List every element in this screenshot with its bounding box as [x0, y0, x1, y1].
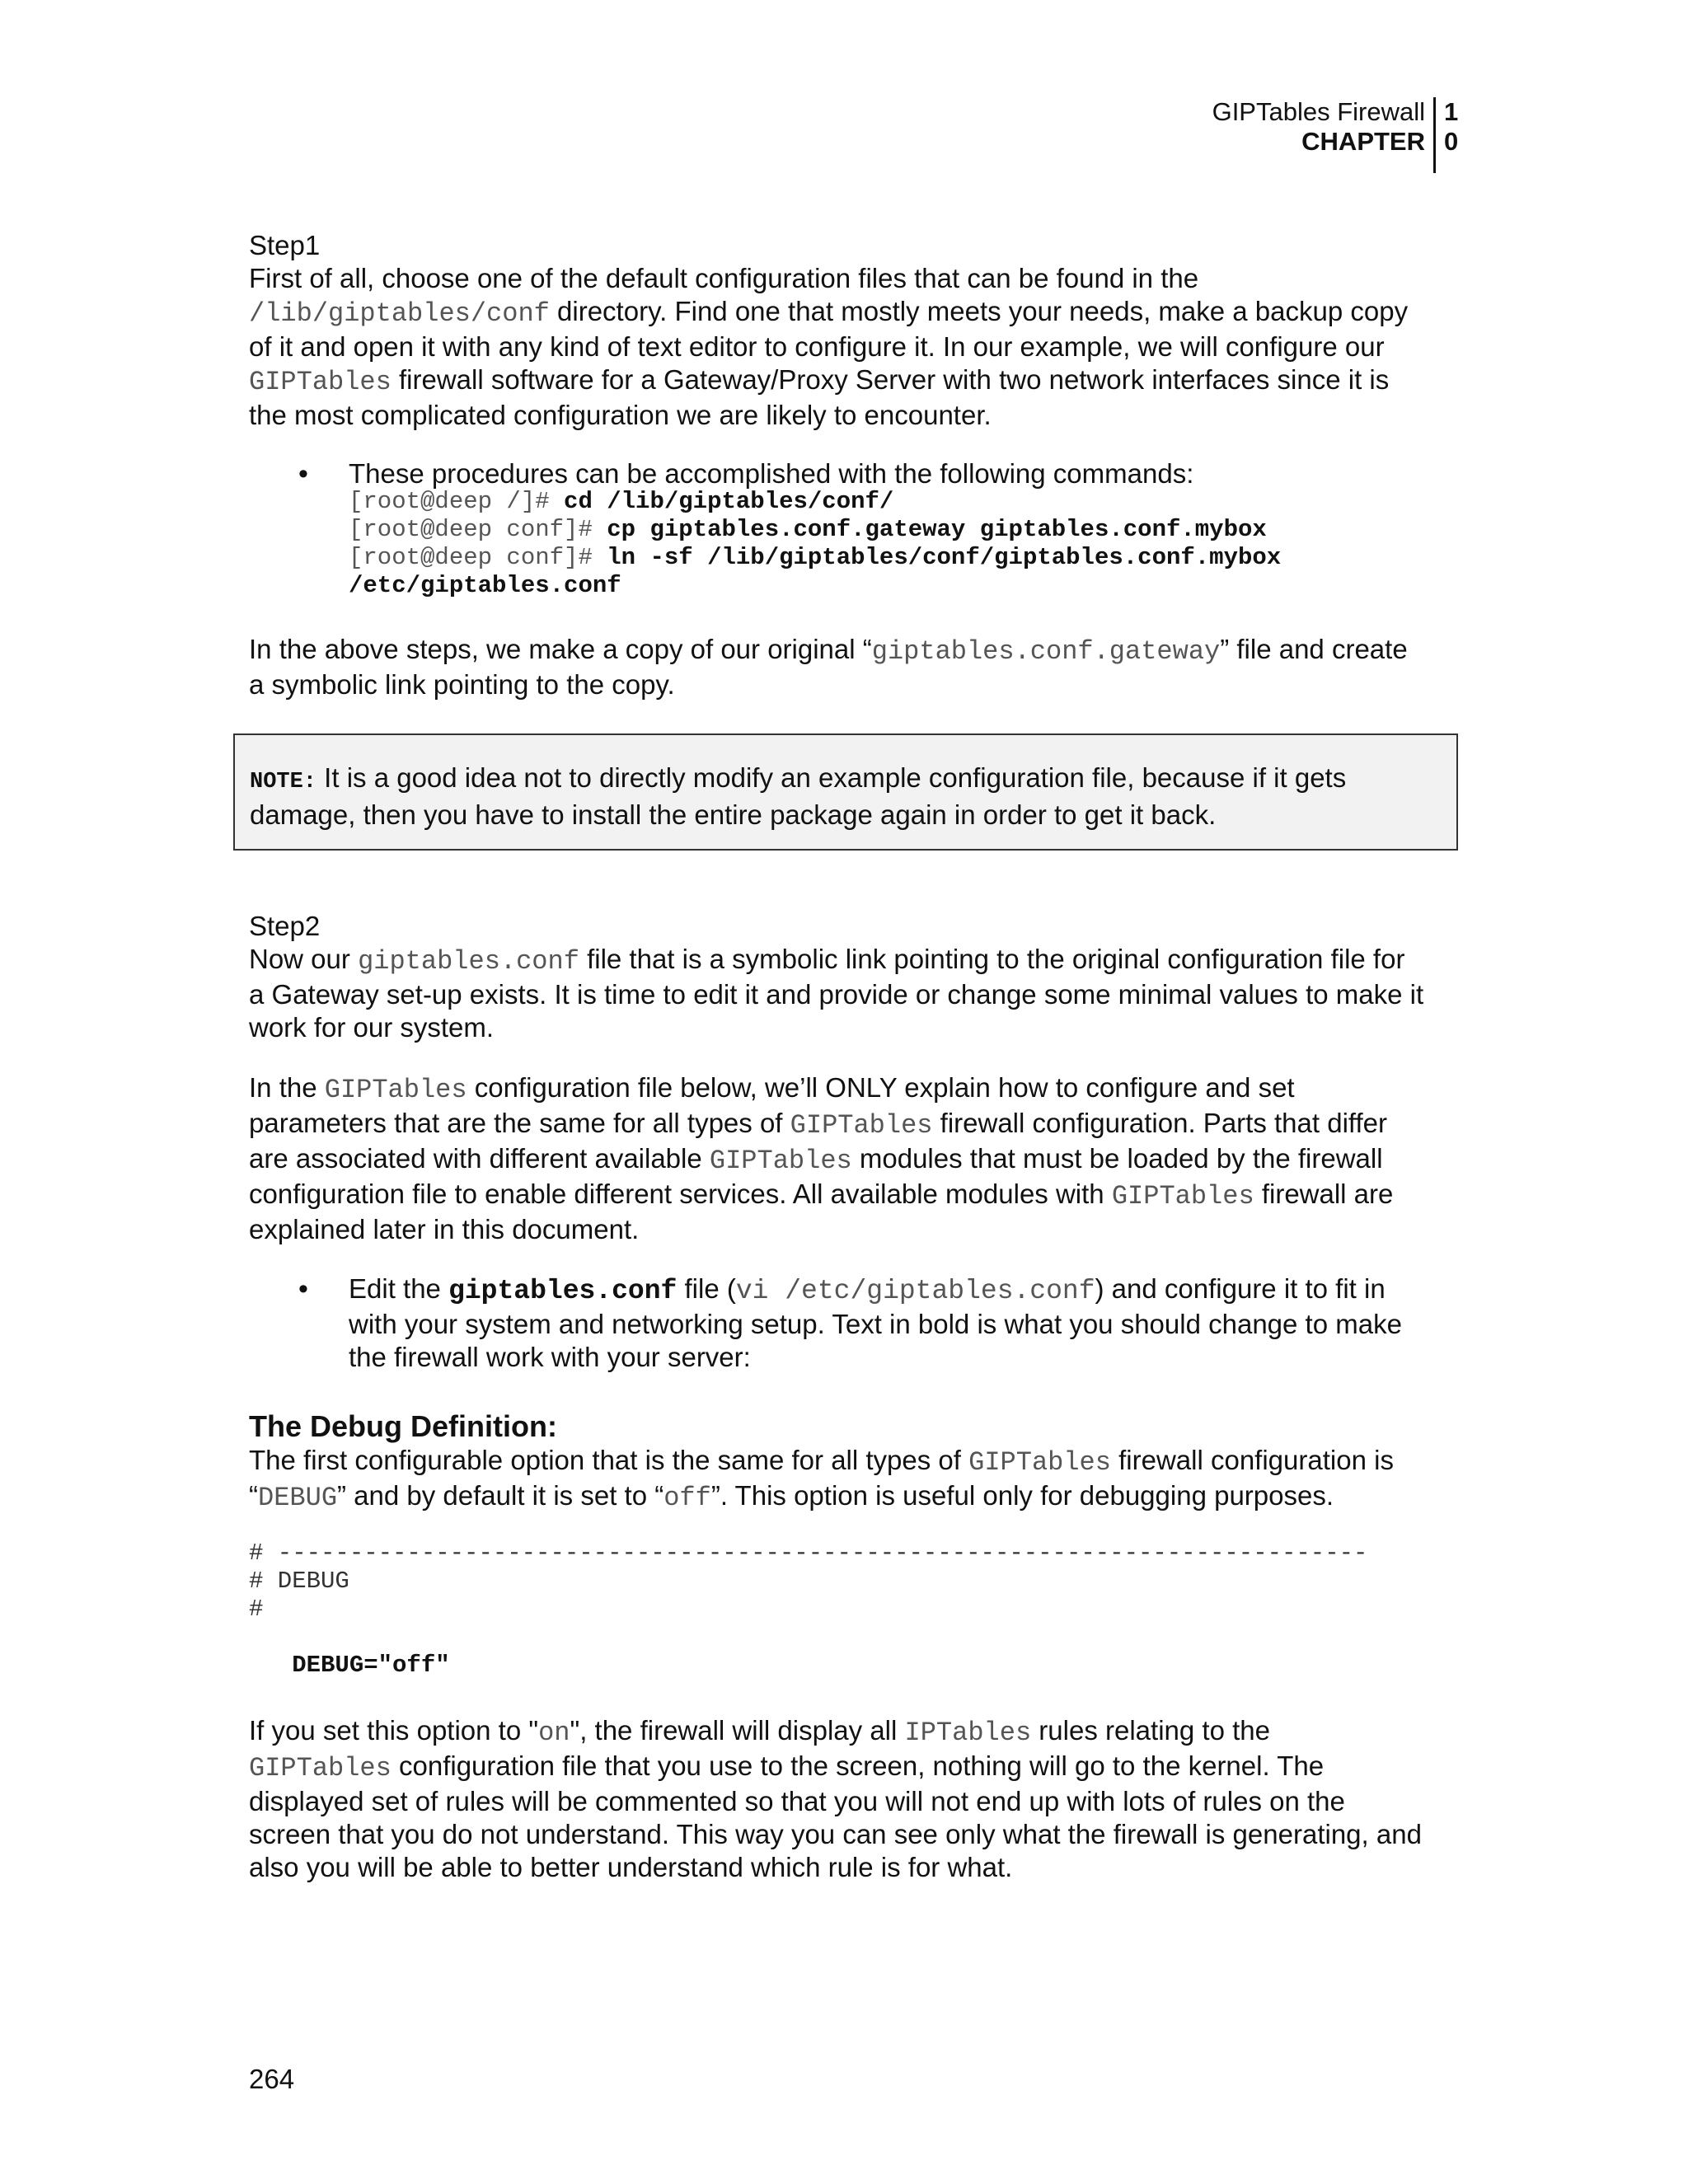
step2-bullet-text	[349, 1272, 1461, 1374]
command-line-4: /etc/giptables.conf	[349, 572, 621, 599]
prompt: [root@deep /]#	[349, 488, 565, 515]
command: ln -sf /lib/giptables/conf/giptables.conf.mybox	[607, 544, 1282, 571]
text: damage, then you have to install the entire package again in order to get it back.	[250, 799, 1217, 830]
command-line-1	[349, 488, 893, 516]
header-title: GIPTables Firewall	[1212, 97, 1425, 126]
text: directory. Find one that mostly meets your needs, make a backup copy	[549, 296, 1409, 326]
text: ” file and create	[1220, 634, 1408, 664]
note-text	[250, 762, 1437, 832]
running-header	[1212, 97, 1436, 173]
code-giptables: GIPTables	[249, 367, 392, 397]
code: vi /etc/giptables.conf	[735, 1276, 1095, 1306]
debug-paragraph-2	[249, 1714, 1461, 1884]
code: GIPTables	[709, 1146, 852, 1176]
text: If you set this option to "	[249, 1715, 539, 1746]
chapter-digit-2: 0	[1444, 127, 1459, 156]
text: First of all, choose one of the default configuration files that can be found in the	[249, 263, 1199, 293]
config-line-3: #	[249, 1596, 264, 1623]
text: explained later in this document.	[249, 1214, 640, 1244]
text: In the	[249, 1072, 325, 1103]
text: a symbolic link pointing to the copy.	[249, 669, 675, 700]
note-box	[233, 733, 1458, 851]
config-line-debug: DEBUG="off"	[249, 1652, 450, 1679]
step2-paragraph-1	[249, 943, 1461, 1044]
code: giptables.conf	[358, 946, 579, 977]
prompt: [root@deep conf]#	[349, 516, 607, 543]
text: file (	[677, 1273, 736, 1304]
text: of it and open it with any kind of text editor to configure it. In our example, we will configure our	[249, 331, 1385, 362]
code: giptables.conf.gateway	[871, 636, 1221, 667]
text: ”. This option is useful only for debugging purposes.	[710, 1480, 1334, 1511]
code: GIPTables	[249, 1753, 392, 1783]
code: GIPTables	[1111, 1181, 1254, 1212]
text: file that is a symbolic link pointing to the original configuration file for	[579, 944, 1405, 974]
text: parameters that are the same for all types of	[249, 1108, 790, 1138]
text: modules that must be loaded by the firewall	[851, 1143, 1383, 1174]
bullet-icon: •	[298, 458, 308, 490]
code: IPTables	[904, 1718, 1032, 1748]
text: with your system and networking setup. Text in bold is what you should change to make	[349, 1309, 1402, 1339]
step1-after-paragraph	[249, 633, 1461, 701]
command-line-3	[349, 544, 1281, 572]
text: rules relating to the	[1031, 1715, 1270, 1746]
code: on	[538, 1718, 570, 1748]
step2-paragraph-2	[249, 1071, 1461, 1246]
note-label: NOTE:	[250, 770, 317, 794]
text: Edit the	[349, 1273, 449, 1304]
text: ” and by default it is set to “	[337, 1480, 664, 1511]
code-dir: /lib/giptables/conf	[249, 298, 550, 329]
command: cp giptables.conf.gateway giptables.conf.mybox	[607, 516, 1267, 543]
text: firewall are	[1254, 1179, 1394, 1209]
text: configuration file that you use to the screen, nothing will go to the kernel. The	[391, 1750, 1325, 1781]
code: off	[663, 1483, 711, 1513]
text: screen that you do not understand. This way you can see only what the firewall is generating, and	[249, 1819, 1422, 1849]
step1-label: Step1	[249, 230, 321, 260]
command-line-2	[349, 516, 1267, 544]
header-chapter-label: CHAPTER	[1301, 127, 1425, 156]
text: firewall software for a Gateway/Proxy Server with two network interfaces since it is	[391, 364, 1390, 395]
code-bold: giptables.conf	[448, 1276, 678, 1306]
text: The first configurable option that is the same for all types of	[249, 1445, 969, 1475]
code: DEBUG	[258, 1483, 338, 1513]
prompt: [root@deep conf]#	[349, 544, 607, 571]
text: configuration file below, we’ll ONLY explain how to configure and set	[467, 1072, 1295, 1103]
debug-paragraph-1	[249, 1444, 1461, 1515]
text: displayed set of rules will be commented so that you will not end up with lots of rules on the	[249, 1786, 1345, 1816]
text: firewall configuration is	[1110, 1445, 1394, 1475]
code: GIPTables	[790, 1110, 933, 1141]
bullet-icon: •	[298, 1273, 308, 1305]
text: the most complicated configuration we are likely to encounter.	[249, 400, 992, 430]
config-line-2: # DEBUG	[249, 1568, 349, 1595]
text: Now our	[249, 944, 359, 974]
text: a Gateway set-up exists. It is time to edit it and provide or change some minimal values to make it	[249, 979, 1424, 1010]
code: GIPTables	[324, 1075, 467, 1105]
text: firewall configuration. Parts that differ	[932, 1108, 1387, 1138]
step1-bullet-text: These procedures can be accomplished with the following commands:	[349, 458, 1194, 489]
text: work for our system.	[249, 1012, 495, 1043]
code: GIPTables	[968, 1447, 1111, 1478]
header-chapter-number	[1444, 97, 1458, 157]
text: It is a good idea not to directly modify an example configuration file, because if it gets	[316, 762, 1347, 793]
text: “	[249, 1480, 258, 1511]
text: In the above steps, we make a copy of our original “	[249, 634, 872, 664]
config-line-1: # ----------------------------------------------------------------------------	[249, 1540, 1368, 1567]
command: cd /lib/giptables/conf/	[564, 488, 894, 515]
text: are associated with different available	[249, 1143, 710, 1174]
step1-paragraph	[249, 262, 1461, 432]
chapter-digit-1: 1	[1444, 97, 1459, 126]
section-heading-debug: The Debug Definition:	[249, 1409, 557, 1443]
text: also you will be able to better understand which rule is for what.	[249, 1852, 1013, 1882]
text: configuration file to enable different services. All available modules with	[249, 1179, 1112, 1209]
step2-label: Step2	[249, 911, 321, 941]
text: ) and configure it to fit in	[1095, 1273, 1386, 1304]
text: the firewall work with your server:	[349, 1342, 751, 1372]
text: ", the firewall will display all	[570, 1715, 905, 1746]
page-number: 264	[249, 2064, 295, 2094]
